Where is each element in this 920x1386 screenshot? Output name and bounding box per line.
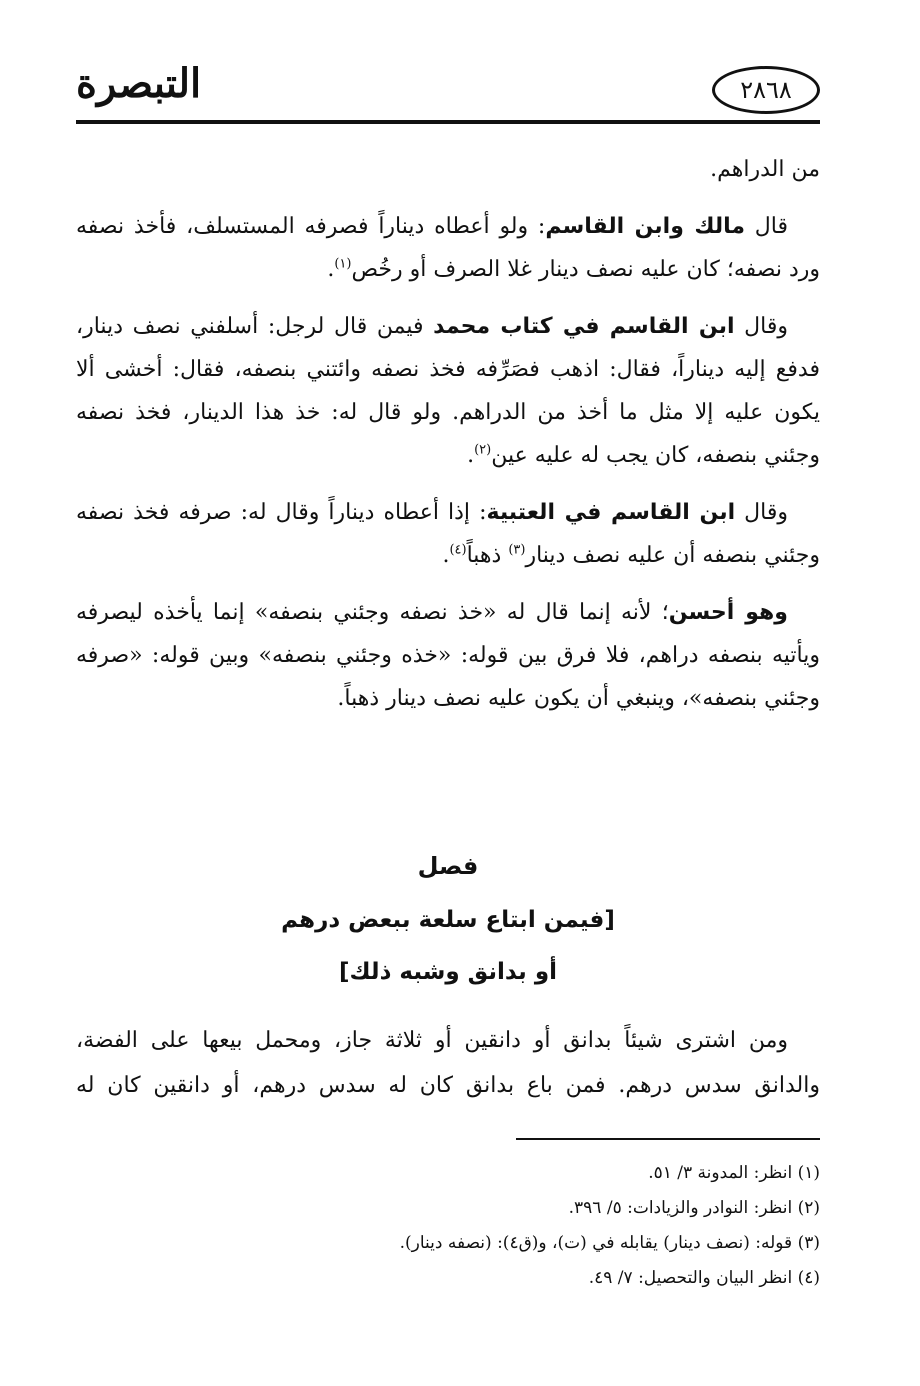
heading-line-1: [فيمن ابتاع سلعة ببعض درهم xyxy=(281,907,615,933)
footnote-1: (١) انظر: المدونة ٣/ ٥١. xyxy=(648,1163,820,1183)
footnote-ref[interactable]: (٣) xyxy=(508,542,526,558)
book-title: التبصرة xyxy=(76,60,202,107)
footnote-3: (٣) قوله: (نصف دينار) يقابله في (ت)، و(ق٤): (نصفه دينار). xyxy=(399,1233,820,1253)
paragraph-4: وقال ابن القاسم في العتبية: إذا أعطاه ديناراً وقال له: صرفه فخذ نصفه وجئني بنصفه أن عليه نصف دينار$^{(٣)}$ ذهباً$^{(٤)}$. xyxy=(76,500,820,568)
heading-line-2: أو بدانق وشبه ذلك] xyxy=(339,959,557,985)
paragraph-5: وهو أحسن؛ لأنه إنما قال له «خذ نصفه وجئني بنصفه» إنما يأخذه ليصرفه ويأتيه بنصفه دراهم، فلا فرق بين قوله: «خذه وجئني بنصفه» وبين قوله: «صرفه وجئني بنصفه»، وينبغي أن يكون عليه نصف دينار ذهباً. xyxy=(76,600,820,711)
paragraph-3: وقال ابن القاسم في كتاب محمد فيمن قال لرجل: أسلفني نصف دينار، فدفع إليه ديناراً، فقال: اذهب فصَرِّفه فخذ نصفه وائتني بنصفه، فقال: أخشى ألا يكون عليه إلا مثل ما أخذ من الدراهم. ولو قال له: خذ هذا الدينار، فخذ نصفه وجئني بنصفه، كان يجب له عليه عين$^{(٢)}$. xyxy=(76,314,820,468)
bold-phrase: وهو أحسن xyxy=(668,600,788,625)
bold-phrase: ابن القاسم في العتبية xyxy=(486,500,736,525)
paragraph-2: قال مالك وابن القاسم: ولو أعطاه ديناراً فصرفه المستسلف، فأخذ نصفه ورد نصفه؛ كان عليه نصف دينار غلا الصرف أو رخُص$^{(١)}$. xyxy=(76,214,820,282)
footnote-ref[interactable]: (٢) xyxy=(474,442,492,458)
footnotes xyxy=(76,1156,820,1296)
footnote-ref[interactable]: (١) xyxy=(334,256,352,272)
header-rule xyxy=(76,120,820,124)
page-header xyxy=(76,52,820,122)
footnote-ref[interactable]: (٤) xyxy=(449,542,467,558)
body-text-2 xyxy=(76,1018,820,1108)
footnote-2: (٢) انظر: النوادر والزيادات: ٥/ ٣٩٦. xyxy=(568,1198,820,1218)
page-number-badge xyxy=(712,66,820,114)
heading-fasl: فصل xyxy=(417,852,479,880)
paragraph-6: ومن اشترى شيئاً بدانق أو دانقين أو ثلاثة جاز، ومحمل بيعها على الفضة، والدانق سدس درهم. فمن باع بدانق كان له سدس درهم، أو دانقين كان له xyxy=(76,1028,820,1098)
footnote-4: (٤) انظر البيان والتحصيل: ٧/ ٤٩. xyxy=(588,1268,820,1288)
footnote-rule xyxy=(516,1138,820,1140)
section-heading xyxy=(76,838,820,998)
bold-phrase: ابن القاسم في كتاب محمد xyxy=(433,314,735,339)
body-text xyxy=(76,148,820,734)
page-number: ٢٨٦٨ xyxy=(740,76,792,104)
paragraph-1: من الدراهم. xyxy=(710,157,820,182)
bold-phrase: مالك وابن القاسم xyxy=(545,214,745,239)
